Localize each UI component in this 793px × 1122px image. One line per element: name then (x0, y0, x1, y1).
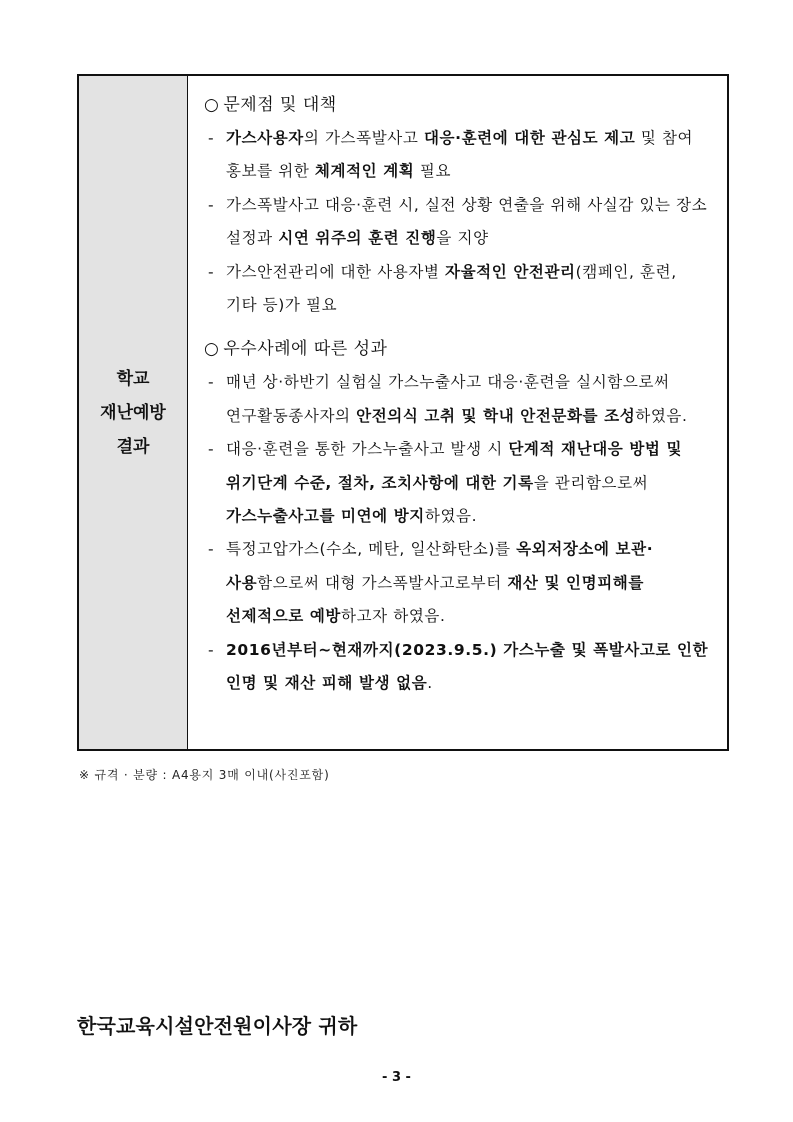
bullet-text-bold: 단계적 재난대응 방법 및 위기단계 수준, 절차, 조치사항에 대한 기록 (226, 440, 683, 492)
dash-bullet-icon: - (208, 640, 215, 659)
bullet-text: . (427, 674, 433, 693)
dash-bullet-icon: - (208, 262, 215, 281)
section-heading-problems (204, 90, 711, 120)
bullet-item (204, 533, 711, 633)
content-cell (188, 76, 727, 749)
dash-bullet-icon: - (208, 129, 215, 147)
bullet-text: 가스안전관리에 대한 사용자별 (226, 262, 446, 281)
bullet-text-bold: 2016년부터~현재까지(2023.9.5.) 가스누출 및 폭발사고로 인한 인명 및 재산 피해 발생 없음 (226, 640, 709, 693)
page-number: - 3 - (382, 1070, 411, 1085)
row-label-line2: 재난예방 (100, 402, 166, 423)
bullet-text-bold: 안전의식 고취 및 학내 안전문화를 조성 (356, 406, 636, 425)
section-heading-text: 문제점 및 대책 (223, 95, 337, 115)
footnote: ※ 규격 · 분량 : A4용지 3매 이내(사진포함) (79, 768, 330, 782)
bullet-text: 을 지양 (436, 229, 489, 248)
bullet-text-bold: 재산 및 인명피해를 선제적으로 예방 (226, 573, 644, 626)
circle-bullet-icon: ○ (204, 339, 220, 360)
bullet-item (204, 433, 711, 533)
bullet-item (204, 189, 711, 256)
dash-bullet-icon: - (208, 195, 215, 214)
bullet-text-bold: 시연 위주의 훈련 진행 (278, 229, 437, 248)
bullet-text: 대응·훈련을 통한 가스누출사고 발생 시 (226, 440, 509, 459)
dash-bullet-icon: - (208, 440, 215, 459)
bullet-text: 하고자 하였음. (341, 607, 446, 626)
bullet-text-bold: 가스누출사고를 미연에 방지 (226, 507, 425, 526)
bullet-item (204, 366, 711, 433)
bullet-text: 가스폭발사고 대응·훈련 시, 실전 상황 연출을 위해 사실감 있는 장소 설정과 (226, 195, 708, 248)
bullet-text: 하였음. (424, 507, 478, 526)
bullet-text: 함으로써 대형 가스폭발사고로부터 (257, 573, 508, 592)
bullet-item (204, 634, 711, 701)
bullet-text: 하였음. (635, 406, 688, 425)
bullet-item (204, 256, 711, 323)
dash-bullet-icon: - (208, 540, 215, 559)
bullet-text: 의 가스폭발사고 (303, 129, 424, 147)
row-label-line1: 학교 (116, 368, 150, 389)
addressee: 한국교육시설안전원이사장 귀하 (77, 1014, 358, 1038)
report-table (77, 74, 729, 751)
circle-bullet-icon: ○ (204, 95, 220, 115)
bullet-text: 특정고압가스(수소, 메탄, 일산화탄소)를 (226, 540, 517, 559)
section-heading-text: 우수사례에 따른 성과 (223, 339, 388, 360)
bullet-text: 을 관리함으로써 (533, 473, 649, 492)
dash-bullet-icon: - (208, 373, 215, 392)
bullet-text: 및 참여 홍보를 위한 (226, 129, 694, 181)
bullet-text-bold: 자율적인 안전관리 (445, 262, 576, 281)
bullet-text-bold: 가스사용자 (226, 129, 304, 147)
bullet-text: 필요 (414, 162, 452, 181)
bullet-text-bold: 대응·훈련에 대한 관심도 제고 (423, 129, 636, 147)
bullet-text: 매년 상·하반기 실험실 가스누출사고 대응·훈련을 실시함으로써 연구활동종사자의 (226, 373, 670, 425)
bullet-text: (캠페인, 훈련, 기타 등)가 필요 (226, 262, 677, 315)
bullet-text-bold: 체계적인 계획 (314, 162, 415, 181)
row-label-cell (79, 76, 188, 749)
section-heading-results (204, 334, 711, 364)
bullet-item (204, 122, 711, 189)
results-bullet-list (204, 366, 711, 700)
row-label-line3: 결과 (116, 436, 150, 457)
bullet-text-bold: 옥외저장소에 보관·사용 (226, 540, 654, 592)
problems-bullet-list (204, 122, 711, 322)
